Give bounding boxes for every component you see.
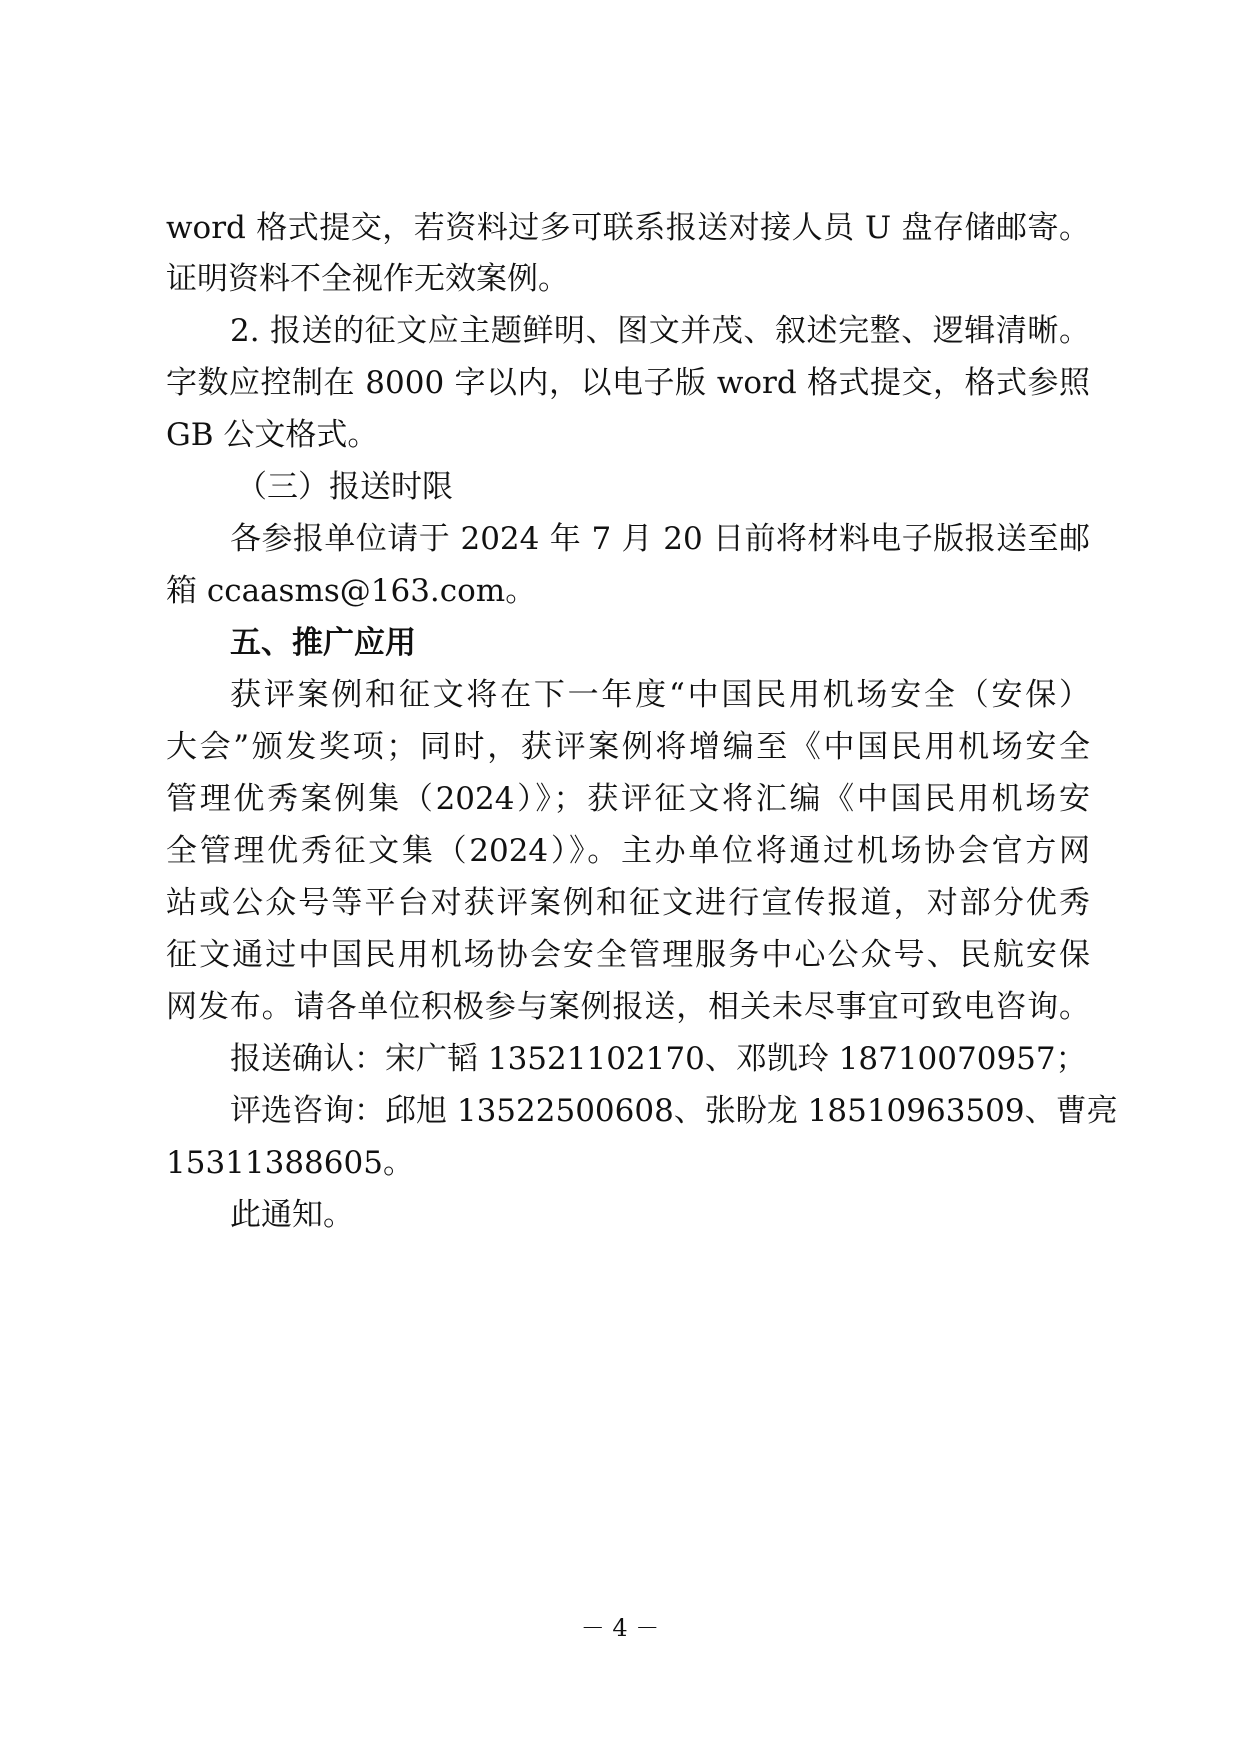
closing-notice: 此通知。 [230,1197,354,1233]
body-text-line: 箱 ccaasms@163.com。 [166,573,537,609]
body-text-line: 站或公众号等平台对获评案例和征文进行宣传报道，对部分优秀 [166,885,1090,921]
body-text-line: 2. 报送的征文应主题鲜明、图文并茂、叙述完整、逻辑清晰。 [230,313,1090,349]
page-number: － 4 － [580,1614,660,1642]
section-subheading: （三）报送时限 [236,469,453,505]
body-text-line: 大会”颁发奖项；同时，获评案例将增编至《中国民用机场安全 [166,729,1090,765]
body-text-line: 字数应控制在 8000 字以内，以电子版 word 格式提交，格式参照 [166,365,1090,401]
body-text-line: 各参报单位请于 2024 年 7 月 20 日前将材料电子版报送至邮 [230,521,1090,557]
contact-confirmation-line: 报送确认：宋广韬 13521102170、邓凯玲 18710070957； [230,1041,1087,1077]
body-text-line: 获评案例和征文将在下一年度“中国民用机场安全（安保） [230,677,1090,713]
section-heading: 五、推广应用 [230,625,416,661]
body-text-line: GB 公文格式。 [166,417,379,453]
contact-inquiry-line: 评选咨询：邱旭 13522500608、张盼龙 18510963509、曹亮 [230,1093,1118,1129]
body-text-line: word 格式提交，若资料过多可联系报送对接人员 U 盘存储邮寄。 [166,210,1090,246]
body-text-line: 全管理优秀征文集（2024）》。主办单位将通过机场协会官方网 [166,833,1090,869]
body-text-line: 管理优秀案例集（2024）》；获评征文将汇编《中国民用机场安 [166,781,1090,817]
body-text-line: 征文通过中国民用机场协会安全管理服务中心公众号、民航安保 [166,937,1090,973]
body-text-line: 网发布。请各单位积极参与案例报送，相关未尽事宜可致电咨询。 [166,989,1090,1025]
body-text-line: 证明资料不全视作无效案例。 [166,261,569,297]
contact-inquiry-line-continued: 15311388605。 [166,1145,414,1181]
